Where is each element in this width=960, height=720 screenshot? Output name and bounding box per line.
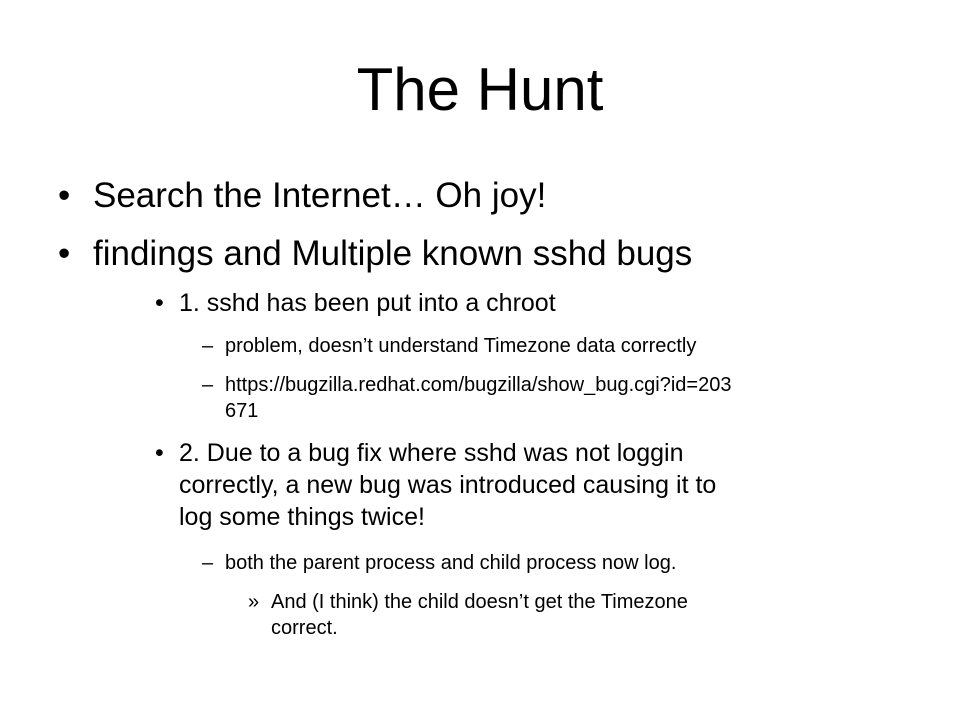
bullet-marker: • (58, 176, 71, 215)
bullet-text-line-1: 2. Due to a bug fix where sshd was not loggin (179, 439, 684, 467)
bullet-marker: • (155, 439, 164, 467)
bullet-bugzilla-link (202, 372, 922, 424)
bullet-text: findings and Multiple known sshd bugs (93, 234, 693, 273)
bullet-text-line-2: correct. (271, 617, 338, 639)
bullet-bug-fix (155, 437, 915, 533)
bullet-findings (58, 232, 918, 276)
bugzilla-link-line-2[interactable]: 671 (225, 400, 259, 422)
bullet-text: Search the Internet… Oh joy! (93, 176, 547, 215)
bullet-marker: • (155, 289, 164, 317)
bullet-marker: – (202, 374, 214, 396)
bullet-sshd-chroot (155, 287, 915, 319)
bullet-text-line-1: And (I think) the child doesn’t get the Timezone (271, 591, 688, 613)
bullet-marker: – (202, 552, 214, 574)
bullet-child-timezone (248, 589, 928, 641)
bullet-parent-child (202, 550, 922, 576)
bugzilla-link-line-1[interactable]: https://bugzilla.redhat.com/bugzilla/show_bug.cgi?id=203 (225, 374, 732, 396)
bullet-text-line-3: log some things twice! (179, 503, 425, 531)
bullet-search-internet (58, 174, 918, 218)
slide-title: The Hunt (356, 56, 604, 123)
bullet-text-line-2: correctly, a new bug was introduced causing it to (179, 471, 717, 499)
bullet-marker: • (58, 234, 71, 273)
bullet-text: 1. sshd has been put into a chroot (179, 289, 556, 317)
bullet-timezone-problem (202, 333, 922, 359)
bullet-text: problem, doesn’t understand Timezone data correctly (225, 335, 697, 357)
bullet-marker: » (248, 591, 260, 613)
bullet-marker: – (202, 335, 214, 357)
bullet-text: both the parent process and child process now log. (225, 552, 677, 574)
